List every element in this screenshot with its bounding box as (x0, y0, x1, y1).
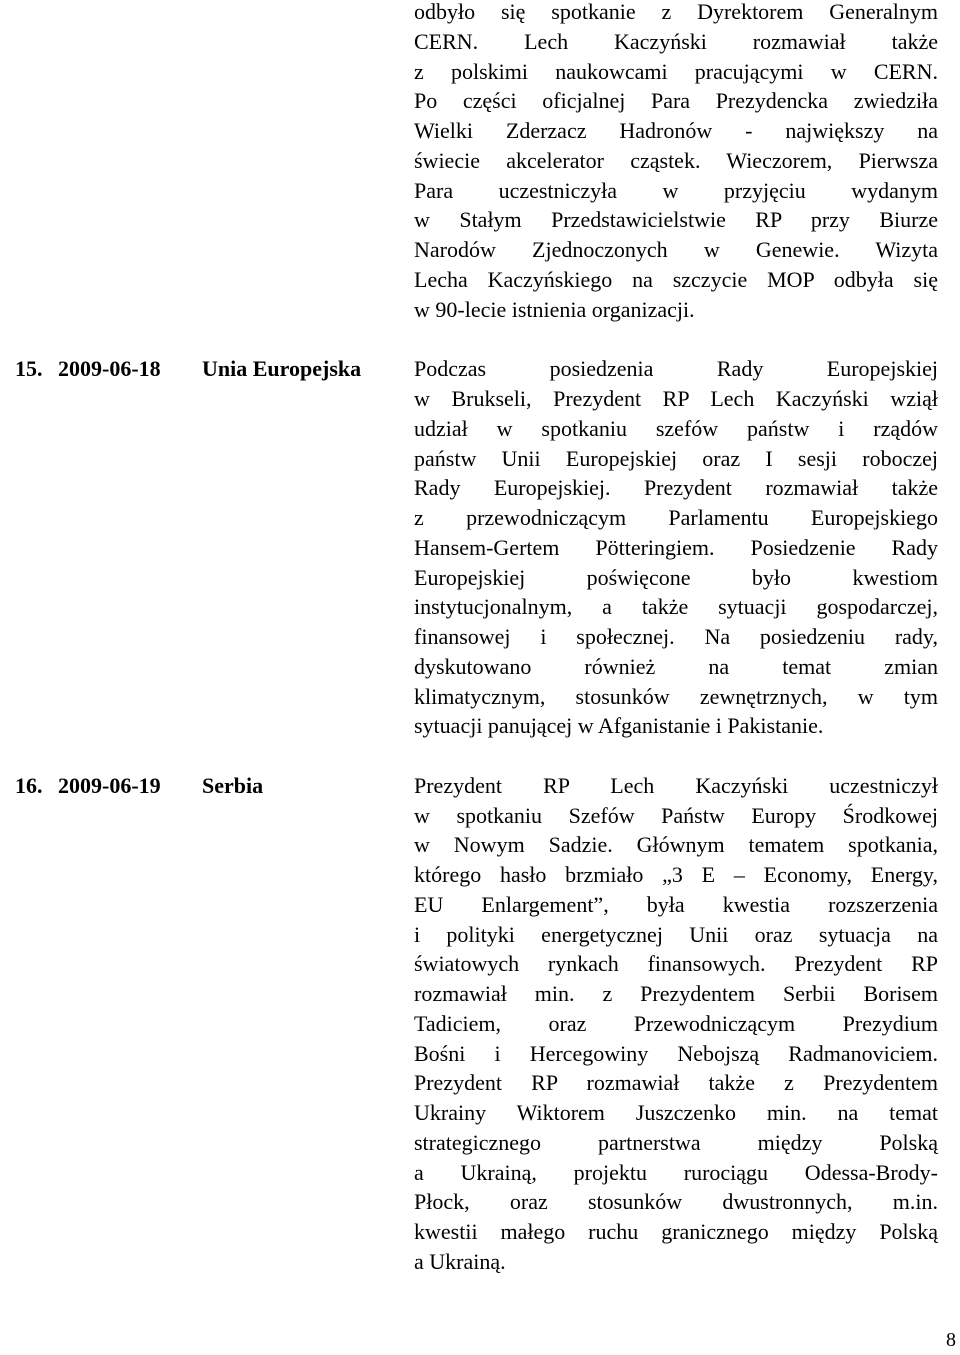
description-line: finansowej i społecznej. Na posiedzeniu rady, (414, 624, 938, 649)
description-line: Narodów Zjednoczonych w Genewie. Wizyta (414, 237, 938, 262)
description-line: Tadiciem, oraz Przewodniczącym Prezydium (414, 1011, 938, 1036)
description-line: państw Unii Europejskiej oraz I sesji roboczej (414, 446, 938, 471)
description-line: Hansem-Gertem Pötteringiem. Posiedzenie Rady (414, 535, 938, 560)
description-line: światowych rynkach finansowych. Prezydent RP (414, 951, 938, 976)
description-line: a Ukrainą. (414, 1249, 506, 1274)
description-line: w spotkaniu Szefów Państw Europy Środkowej (414, 803, 938, 828)
description-line: rozmawiał min. z Prezydentem Serbii Borisem (414, 981, 938, 1006)
description-line: odbyło się spotkanie z Dyrektorem Generalnym (414, 0, 938, 24)
description-line: Wielki Zderzacz Hadronów - największy na (414, 118, 938, 143)
description-line: Ukrainy Wiktorem Juszczenko min. na temat (414, 1100, 938, 1125)
description-line: w 90-lecie istnienia organizacji. (414, 297, 695, 322)
description-line: Para uczestniczyła w przyjęciu wydanym (414, 178, 938, 203)
description-line: w Stałym Przedstawicielstwie RP przy Biurze (414, 207, 938, 232)
description-line: Prezydent RP Lech Kaczyński uczestniczył (414, 773, 938, 798)
description-line: Europejskiej poświęcone było kwestiom (414, 565, 938, 590)
description-line: a Ukrainą, projektu rurociągu Odessa-Brody- (414, 1160, 938, 1185)
description-line: EU Enlargement”, była kwestia rozszerzenia (414, 892, 938, 917)
description-line: Płock, oraz stosunków dwustronnych, m.in. (414, 1189, 938, 1214)
description-line: sytuacji panującej w Afganistanie i Pakistanie. (414, 713, 824, 738)
description-line: CERN. Lech Kaczyński rozmawiał także (414, 29, 938, 54)
page-number: 8 (946, 1329, 956, 1351)
entry-country: Unia Europejska (202, 356, 362, 381)
description-line: którego hasło brzmiało „3 E – Economy, Energy, (414, 862, 938, 887)
entry-date: 2009-06-19 (58, 773, 161, 798)
description-line: instytucjonalnym, a także sytuacji gospodarczej, (414, 594, 938, 619)
description-line: w Brukseli, Prezydent RP Lech Kaczyński wziął (414, 386, 938, 411)
description-line: w Nowym Sadzie. Głównym tematem spotkania, (414, 832, 938, 857)
description-line: Prezydent RP rozmawiał także z Prezydentem (414, 1070, 938, 1095)
description-line: Lecha Kaczyńskiego na szczycie MOP odbyła się (414, 267, 938, 292)
description-line: kwestii małego ruchu granicznego między Polską (414, 1219, 938, 1244)
description-line: świecie akcelerator cząstek. Wieczorem, Pierwsza (414, 148, 938, 173)
description-line: z polskimi naukowcami pracującymi w CERN. (414, 59, 938, 84)
description-line: klimatycznym, stosunków zewnętrznych, w tym (414, 684, 938, 709)
description-line: udział w spotkaniu szefów państw i rządów (414, 416, 938, 441)
entry-country: Serbia (202, 773, 264, 798)
description-line: Bośni i Hercegowiny Nebojszą Radmanoviciem. (414, 1041, 938, 1066)
entry-number: 16. (15, 773, 43, 798)
description-line: z przewodniczącym Parlamentu Europejskiego (414, 505, 938, 530)
description-line: Podczas posiedzenia Rady Europejskiej (414, 356, 938, 381)
description-line: strategicznego partnerstwa między Polską (414, 1130, 938, 1155)
description-line: Rady Europejskiej. Prezydent rozmawiał także (414, 475, 938, 500)
description-line: i polityki energetycznej Unii oraz sytuacja na (414, 922, 938, 947)
description-line: dyskutowano również na temat zmian (414, 654, 938, 679)
entry-number: 15. (15, 356, 43, 381)
entry-date: 2009-06-18 (58, 356, 161, 381)
description-line: Po części oficjalnej Para Prezydencka zwiedziła (414, 88, 938, 113)
